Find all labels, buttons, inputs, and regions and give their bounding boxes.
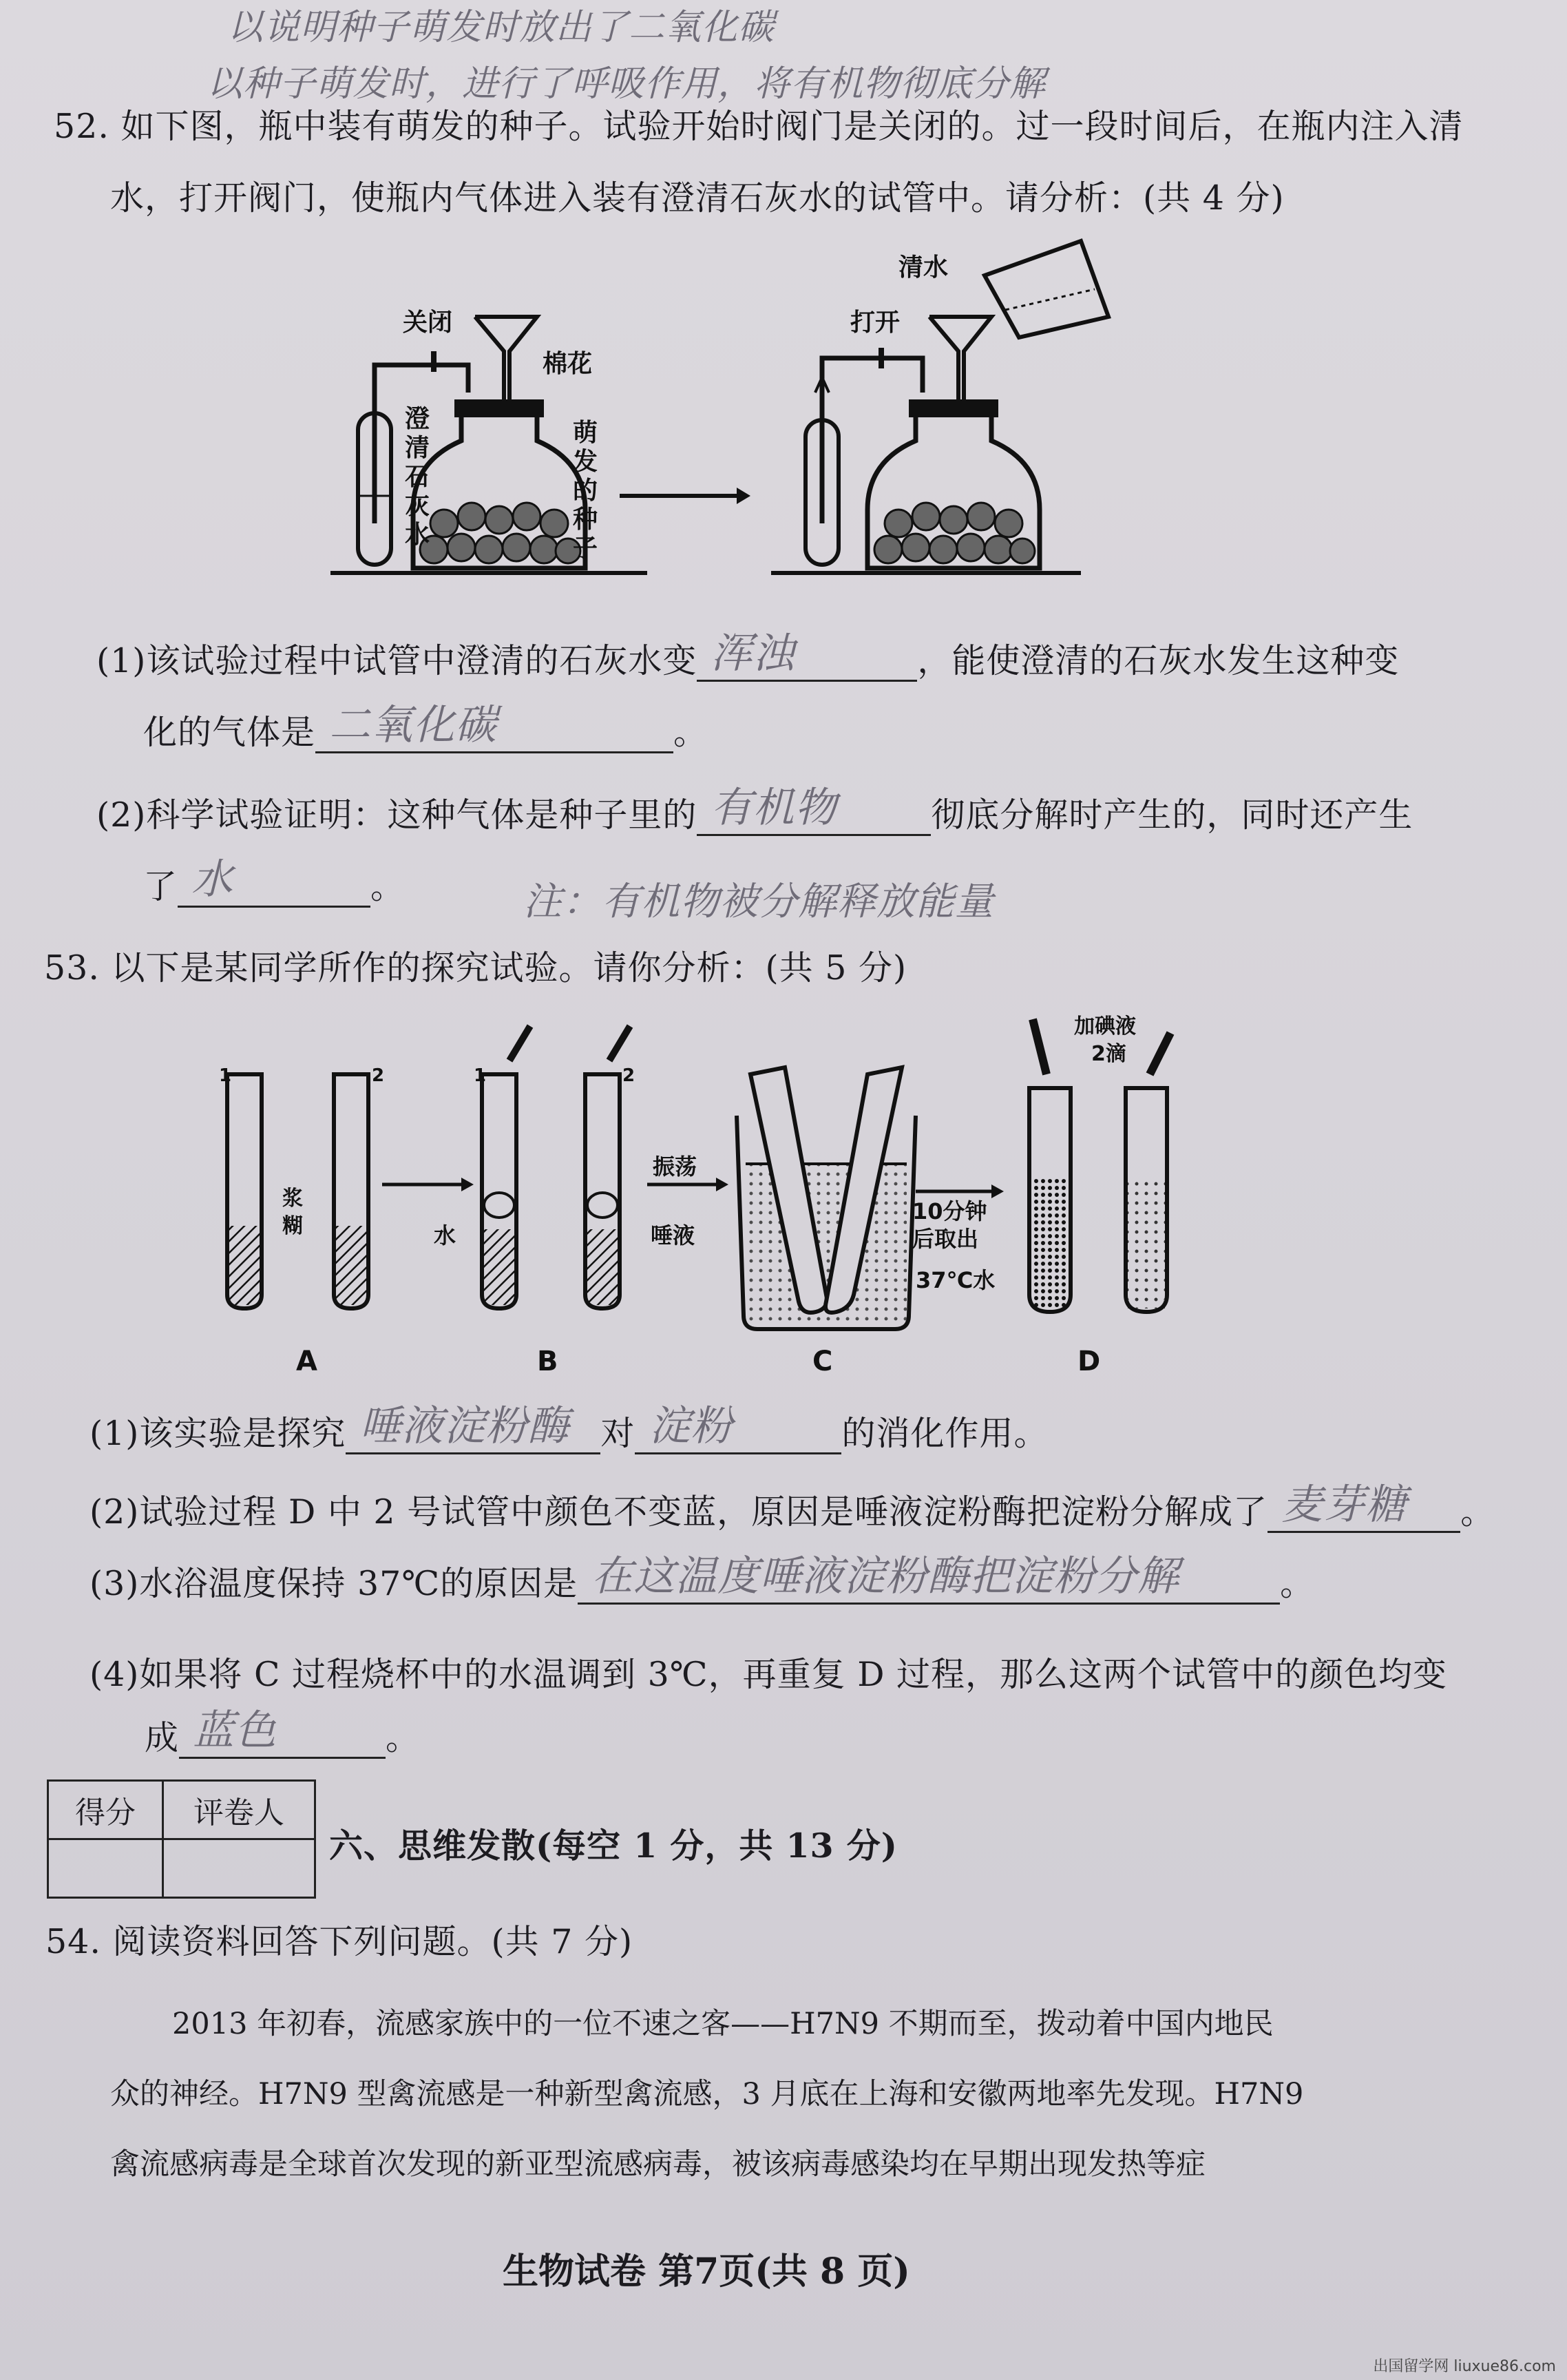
q54-reading-line3: 禽流感病毒是全球首次发现的新亚型流感病毒，被该病毒感染均在早期出现发热等症 (110, 2147, 1206, 2182)
svg-text:子: 子 (573, 534, 598, 563)
answer-blank[interactable] (697, 629, 917, 682)
tube2-label-a: 2 (372, 1065, 385, 1086)
svg-text:种: 种 (573, 505, 598, 534)
grader-cell[interactable] (163, 1839, 315, 1898)
handwritten-answer: 有机物 (711, 784, 837, 832)
answer-blank[interactable] (697, 784, 931, 836)
svg-text:水: 水 (405, 521, 430, 549)
q52-stem-line2: 水，打开阀门，使瓶内气体进入装有澄清石灰水的试管中。请分析：(共 4 分) (110, 178, 1285, 218)
section-six-heading: 六、思维发散(每空 1 分，共 13 分) (329, 1826, 898, 1866)
label-c: C (812, 1346, 833, 1377)
page-footer: 生物试卷 第7页(共 8 页) (503, 2251, 910, 2293)
grader-header: 评卷人 (163, 1781, 315, 1839)
q54-reading-line1: 2013 年初春，流感家族中的一位不速之客——H7N9 不期而至，拨动着中国内地民 (172, 2007, 1274, 2041)
q54-reading-line2: 众的神经。H7N9 型禽流感是一种新型禽流感，3 月底在上海和安徽两地率先发现。H7N9 (110, 2077, 1304, 2111)
handwritten-answer: 在这温度唾液淀粉酶把淀粉分解 (591, 1552, 1180, 1600)
tube2-label-b: 2 (622, 1065, 635, 1086)
tube1-label-b: 1 (474, 1065, 487, 1086)
handwritten-answer: 浑浊 (711, 629, 795, 678)
label-a: A (296, 1346, 317, 1377)
q52-part1-line2: 化的气体是 二氧化碳 。 (143, 701, 708, 752)
handwritten-answer: 蓝色 (193, 1706, 277, 1755)
label-cotton: 棉花 (543, 350, 593, 378)
label-iodine-2: 2滴 (1091, 1042, 1126, 1066)
handwritten-answer: 淀粉 (649, 1402, 733, 1450)
label-saliva: 唾液 (651, 1222, 695, 1249)
q52-part2-line1: (2)科学试验证明：这种气体是种子里的 有机物 彻底分解时产生的，同时还产生 (96, 784, 1413, 835)
q53-part1: (1)该实验是探究 唾液淀粉酶 对 淀粉 的消化作用。 (90, 1402, 1049, 1453)
svg-text:清: 清 (405, 434, 430, 462)
watermark: 出国留学网 liuxue86.com (1373, 2358, 1556, 2375)
q52-part2-line2: 了 水 。 (143, 855, 406, 906)
label-water: 清水 (898, 253, 949, 282)
q52-figure (324, 234, 1177, 595)
svg-text:的: 的 (573, 477, 598, 505)
handwritten-answer: 水 (191, 855, 234, 904)
label-time-2: 后取出 (912, 1226, 979, 1252)
handwritten-note-3: 注：有机物被分解释放能量 (523, 879, 994, 924)
q52-stem-line1: 52. 如下图，瓶中装有萌发的种子。试验开始时阀门是关闭的。过一段时间后，在瓶内注入清 (54, 107, 1464, 146)
q53-part3: (3)水浴温度保持 37℃的原因是 在这温度唾液淀粉酶把淀粉分解 。 (90, 1552, 1315, 1603)
svg-text:灰: 灰 (405, 492, 430, 520)
q53-part2: (2)试验过程 D 中 2 号试管中颜色不变蓝，原因是唾液淀粉酶把淀粉分解成了 麦芽糖 。 (90, 1481, 1495, 1532)
label-bath: 37℃水 (916, 1267, 996, 1293)
q54-stem: 54. 阅读资料回答下列问题。(共 7 分) (45, 1922, 633, 1961)
handwritten-answer: 麦芽糖 (1281, 1481, 1408, 1529)
answer-blank[interactable] (178, 855, 370, 908)
q53-figure (207, 1005, 1239, 1394)
label-b: B (537, 1346, 558, 1377)
label-iodine-1: 加碘液 (1074, 1014, 1136, 1038)
score-cell[interactable] (48, 1839, 163, 1898)
svg-text:发: 发 (573, 448, 598, 476)
label-paste-2: 糊 (282, 1214, 303, 1238)
label-limewater (405, 405, 430, 549)
handwritten-note-1: 以说明种子萌发时放出了二氧化碳 (227, 7, 775, 48)
answer-blank[interactable] (179, 1706, 386, 1759)
q52-part1-line1: (1)该试验过程中试管中澄清的石灰水变 浑浊 ，能使澄清的石灰水发生这种变 (96, 629, 1400, 680)
q53-stem: 53. 以下是某同学所作的探究试验。请你分析：(共 5 分) (44, 948, 907, 988)
handwritten-answer: 唾液淀粉酶 (359, 1402, 570, 1450)
label-open: 打开 (850, 309, 901, 337)
score-header: 得分 (48, 1781, 163, 1839)
handwritten-note-2: 以种子萌发时，进行了呼吸作用，将有机物彻底分解 (207, 63, 1047, 105)
q53-part4-line2: 成 蓝色 。 (145, 1706, 421, 1757)
svg-text:萌: 萌 (573, 419, 598, 447)
svg-text:澄: 澄 (405, 405, 430, 433)
label-water: 水 (434, 1222, 456, 1249)
tube1-label-a: 1 (219, 1065, 232, 1086)
answer-blank[interactable] (1268, 1481, 1460, 1533)
label-closed: 关闭 (403, 309, 453, 337)
handwritten-answer: 二氧化碳 (329, 701, 498, 749)
q53-part4-line1: (4)如果将 C 过程烧杯中的水温调到 3℃，再重复 D 过程，那么这两个试管中的颜色均变 (90, 1655, 1448, 1694)
label-seeds (573, 419, 598, 563)
label-paste-1: 浆 (282, 1187, 303, 1211)
label-time-1: 10分钟 (912, 1198, 987, 1224)
label-shake: 振荡 (653, 1154, 697, 1180)
score-table (47, 1779, 316, 1899)
svg-text:石: 石 (405, 463, 430, 491)
label-d: D (1077, 1346, 1101, 1377)
answer-blank[interactable] (346, 1402, 600, 1454)
answer-blank[interactable] (635, 1402, 841, 1454)
